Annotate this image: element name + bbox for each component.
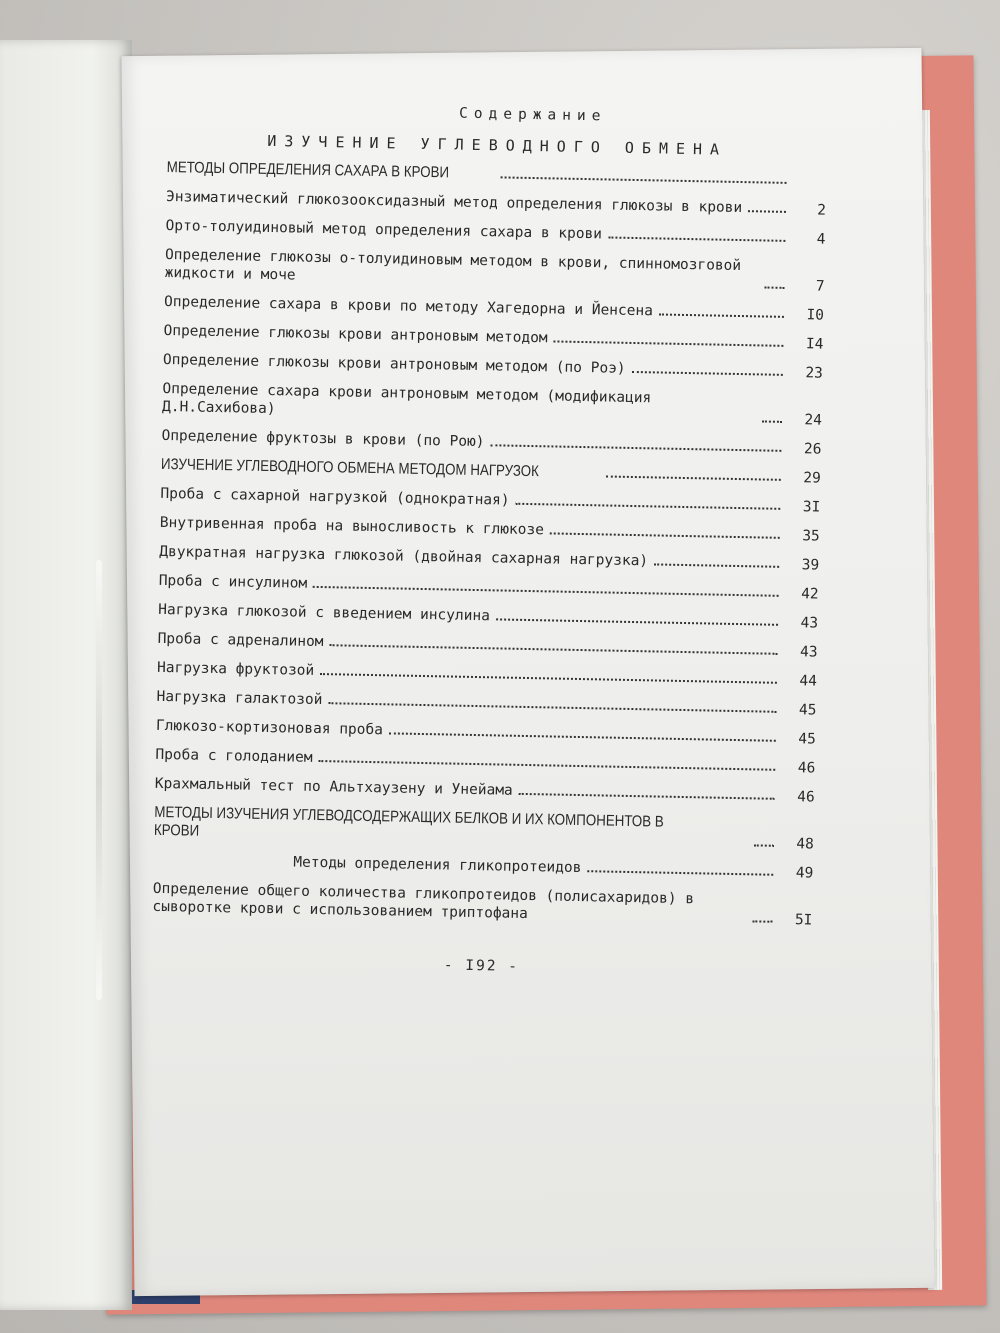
page-number: - I92 - xyxy=(443,957,520,975)
toc-entry-page: 29 xyxy=(803,470,822,487)
toc-entry-page: 42 xyxy=(801,586,819,603)
toc-entry-page: 26 xyxy=(803,441,822,458)
toc-entry-title: Проба с сахарной нагрузкой (однократная) xyxy=(160,485,510,509)
toc-entry-title: Энзиматический глюкозооксидазный метод определения глюкозы в крови xyxy=(165,188,743,217)
toc-entry xyxy=(157,659,817,690)
toc-entry-page: 4 xyxy=(816,231,826,248)
toc-entry xyxy=(159,543,819,574)
toc-entry-title: Крахмальный тест по Альтхаузену и Унейама xyxy=(154,775,513,799)
toc-entry-page: 7 xyxy=(815,278,825,295)
toc-entry-title: Глюкозо-кортизоновая проба xyxy=(155,717,384,739)
dot-leader xyxy=(519,793,775,800)
dot-leader xyxy=(752,920,772,922)
toc-entry-title: Двукратная нагрузка глюкозой (двойная сахарная нагрузка) xyxy=(159,543,649,570)
toc-entry-page: 46 xyxy=(797,789,815,806)
toc-list xyxy=(152,159,826,929)
binding-thread xyxy=(96,560,102,1000)
toc-entry-page: 49 xyxy=(795,865,814,882)
toc-entry-page: 24 xyxy=(804,412,823,429)
dot-leader xyxy=(550,532,780,538)
dot-leader xyxy=(313,586,779,597)
toc-entry-title: Определение глюкозы крови антроновым методом xyxy=(163,322,548,347)
toc-entry xyxy=(164,293,824,324)
toc-entry xyxy=(160,514,820,545)
dot-leader xyxy=(496,618,778,625)
toc-entry xyxy=(163,351,823,382)
toc-entry xyxy=(155,775,815,806)
toc-entry-title: Проба с инсулином xyxy=(158,572,308,592)
toc-entry xyxy=(157,630,817,661)
dot-leader xyxy=(764,286,784,288)
toc-entry xyxy=(160,485,820,516)
toc-entry-title: Нагрузка фруктозой xyxy=(156,659,315,679)
dot-leader xyxy=(515,503,780,510)
left-page xyxy=(0,40,132,1310)
toc-entry-title: ИЗУЧЕНИЕ УГЛЕВОДНОГО ОБМЕНА МЕТОДОМ НАГРУЗОК xyxy=(160,455,539,481)
toc-entry xyxy=(162,380,823,429)
toc-entry-title: Определение глюкозы о-толуидиновым методом в крови, спинномозговой жидкости и моче xyxy=(164,246,742,284)
toc-entry xyxy=(153,851,813,882)
toc-entry xyxy=(161,427,821,458)
toc-entry-title: МЕТОДЫ ОПРЕДЕЛЕНИЯ САХАРА В КРОВИ xyxy=(166,158,450,182)
dot-leader xyxy=(318,760,775,771)
dot-leader xyxy=(606,475,781,480)
toc-entry xyxy=(156,717,816,748)
toc-entry-title: Определение общего количества гликопротеидов (полисахаридов) в сыворотке крови с использованием триптофана xyxy=(152,880,695,923)
toc-entry xyxy=(167,159,827,190)
toc-entry-title: Определение сахара крови антроновым методом (модификация Д.Н.Сахибова) xyxy=(161,380,652,418)
toc-entry-title: Нагрузка глюкозой с введением инсулина xyxy=(158,601,491,625)
dot-leader xyxy=(328,702,776,713)
toc-entry-page: 43 xyxy=(799,644,818,661)
toc-entry xyxy=(152,880,813,929)
toc-entry-page: 45 xyxy=(798,702,817,719)
toc-entry-page: 35 xyxy=(802,528,820,545)
toc-entry xyxy=(165,246,826,295)
dot-leader xyxy=(762,420,782,422)
toc-entry-title: Проба с адреналином xyxy=(157,630,324,651)
toc-entry xyxy=(155,746,815,777)
dot-leader xyxy=(587,870,773,876)
toc-entry xyxy=(166,188,826,219)
toc-content xyxy=(151,100,828,981)
dot-leader xyxy=(608,236,786,241)
toc-entry xyxy=(163,322,823,353)
toc-entry-page: 43 xyxy=(800,615,819,632)
toc-entry xyxy=(154,804,815,853)
toc-entry-page: 46 xyxy=(797,760,816,777)
dot-leader xyxy=(320,673,777,684)
dot-leader xyxy=(632,371,783,376)
toc-entry-page: 3I xyxy=(802,499,821,516)
toc-entry-page: 2 xyxy=(817,202,827,219)
toc-entry-page: I0 xyxy=(806,307,825,324)
toc-subtitle: ИЗУЧЕНИЕ УГЛЕВОДНОГО ОБМЕНА xyxy=(267,131,728,159)
toc-entry xyxy=(165,217,825,248)
dot-leader xyxy=(754,844,774,846)
dot-leader xyxy=(654,563,779,567)
toc-entry-title: Орто-толуидиновый метод определения сахара в крови xyxy=(165,217,603,243)
dot-leader xyxy=(659,313,784,317)
toc-entry-page: I4 xyxy=(805,336,824,353)
toc-title: Содержание xyxy=(458,105,607,125)
dot-leader xyxy=(748,210,786,213)
toc-entry-title: Определение сахара в крови по методу Хагедорна и Йенсена xyxy=(163,293,654,320)
toc-entry xyxy=(158,601,818,632)
dot-leader xyxy=(501,176,787,183)
toc-entry-title: Внутривенная проба на выносливость к глюкозе xyxy=(159,514,545,539)
toc-entry-title: Методы определения гликопротеидов xyxy=(293,854,582,877)
toc-entry-page: 48 xyxy=(796,836,814,853)
toc-entry-page: 45 xyxy=(798,731,816,748)
toc-entry xyxy=(159,572,819,603)
dot-leader xyxy=(329,644,777,655)
toc-entry-page: 5I xyxy=(794,912,813,929)
dot-leader xyxy=(554,340,784,346)
toc-entry-title: МЕТОДЫ ИЗУЧЕНИЯ УГЛЕВОДСОДЕРЖАЩИХ БЕЛКОВ И ИХ КОМПОНЕНТОВ В КРОВИ xyxy=(153,803,664,840)
dot-leader xyxy=(389,732,776,741)
toc-entry-page xyxy=(792,189,826,190)
toc-entry-page: 44 xyxy=(799,673,818,690)
toc-entry-page: 39 xyxy=(801,557,820,574)
toc-entry-title: Проба с голоданием xyxy=(155,746,313,766)
toc-entry-title: Определение фруктозы в крови (по Рою) xyxy=(161,427,485,451)
dot-leader xyxy=(490,444,781,452)
toc-entry xyxy=(156,688,816,719)
toc-entry-title: Нагрузка галактозой xyxy=(156,688,323,709)
toc-entry xyxy=(161,456,821,487)
toc-entry-page: 23 xyxy=(805,365,824,382)
toc-entry-title: Определение глюкозы крови антроновым методом (по Роэ) xyxy=(162,351,626,377)
